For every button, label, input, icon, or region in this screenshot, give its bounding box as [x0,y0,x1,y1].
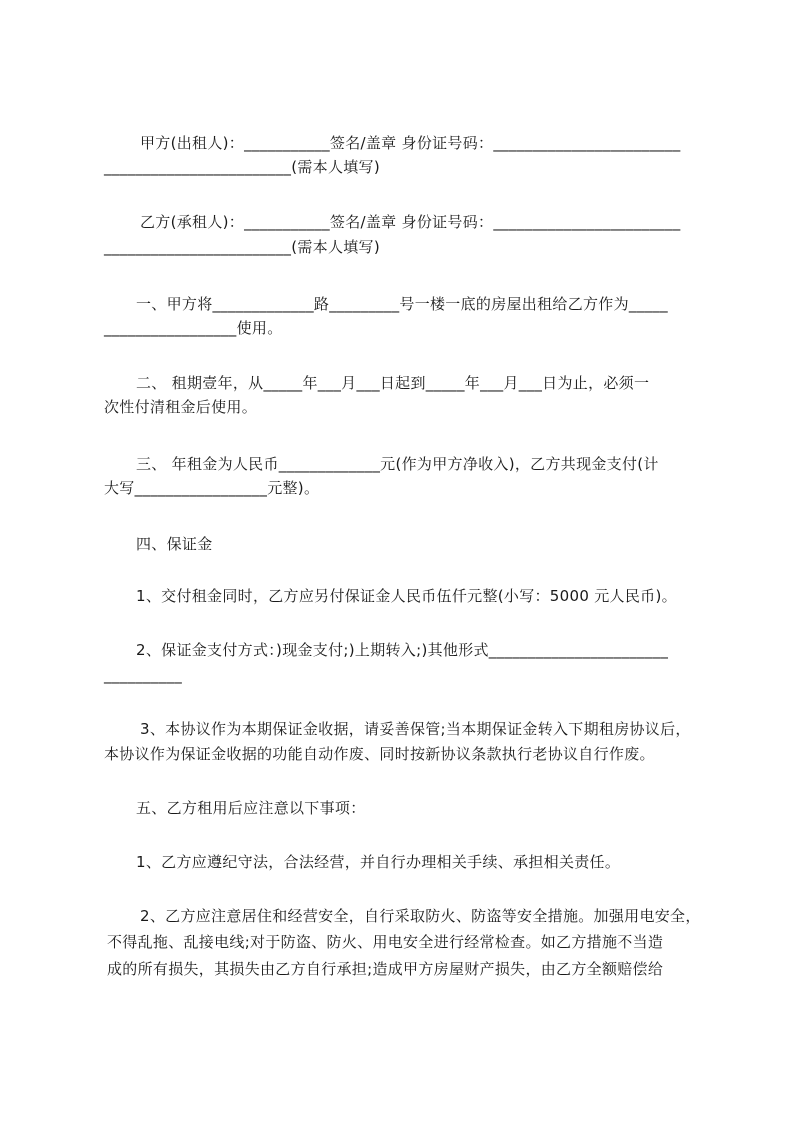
clause-3-line-1: 三、 年租金为人民币_____________元(作为甲方净收入)，乙方共现金支付(计 [136,455,659,473]
party-a-line-1: 甲方(出租人)：___________签名/盖章 身份证号码：________________________ [140,134,681,152]
clause-5-item-2-line-2: 不得乱拖、乱接电线;对于防盗、防火、用电安全进行经常检查。如乙方措施不当造 [107,933,664,951]
clause-5-heading: 五、乙方租用后应注意以下事项： [136,799,366,817]
clause-4-item-1: 1、交付租金同时，乙方应另付保证金人民币伍仟元整(小写：5000 元人民币)。 [136,587,677,605]
clause-4-item-3-line-2: 本协议作为保证金收据的功能自动作废、同时按新协议条款执行老协议自行作废。 [104,745,655,763]
clause-2-line-2: 次性付清租金后使用。 [104,398,258,416]
party-b-line-1: 乙方(承租人)：___________签名/盖章 身份证号码：________________________ [140,213,681,231]
clause-1-line-2: _________________使用。 [104,319,283,337]
clause-4-item-3-line-1: 3、本协议作为本期保证金收据，请妥善保管;当本期保证金转入下期租房协议后， [140,720,691,738]
clause-4-item-2-line-2: __________ [104,666,182,684]
clause-5-item-1: 1、乙方应遵纪守法，合法经营，并自行办理相关手续、承担相关责任。 [136,853,621,871]
party-b-line-2: ________________________(需本人填写) [104,238,381,256]
party-a-line-2: ________________________(需本人填写) [104,158,381,176]
clause-1-line-1: 一、甲方将_____________路_________号一楼一底的房屋出租给乙方作为_____ [136,295,668,313]
clause-4-item-2-line-1: 2、保证金支付方式：)现金支付;)上期转入;)其他形式_______________________ [136,641,669,659]
clause-2-line-1: 二、 租期壹年，从_____年___月___日起到_____年___月___日为止，必须一 [136,374,650,392]
clause-5-item-2-line-1: 2、乙方应注意居住和经营安全，自行采取防火、防盗等安全措施。加强用电安全， [140,907,701,925]
clause-4-heading: 四、保证金 [136,535,213,553]
clause-3-line-2: 大写_________________元整)。 [104,479,320,497]
clause-5-item-2-line-3: 成的所有损失，其损失由乙方自行承担;造成甲方房屋财产损失，由乙方全额赔偿给 [107,960,664,978]
